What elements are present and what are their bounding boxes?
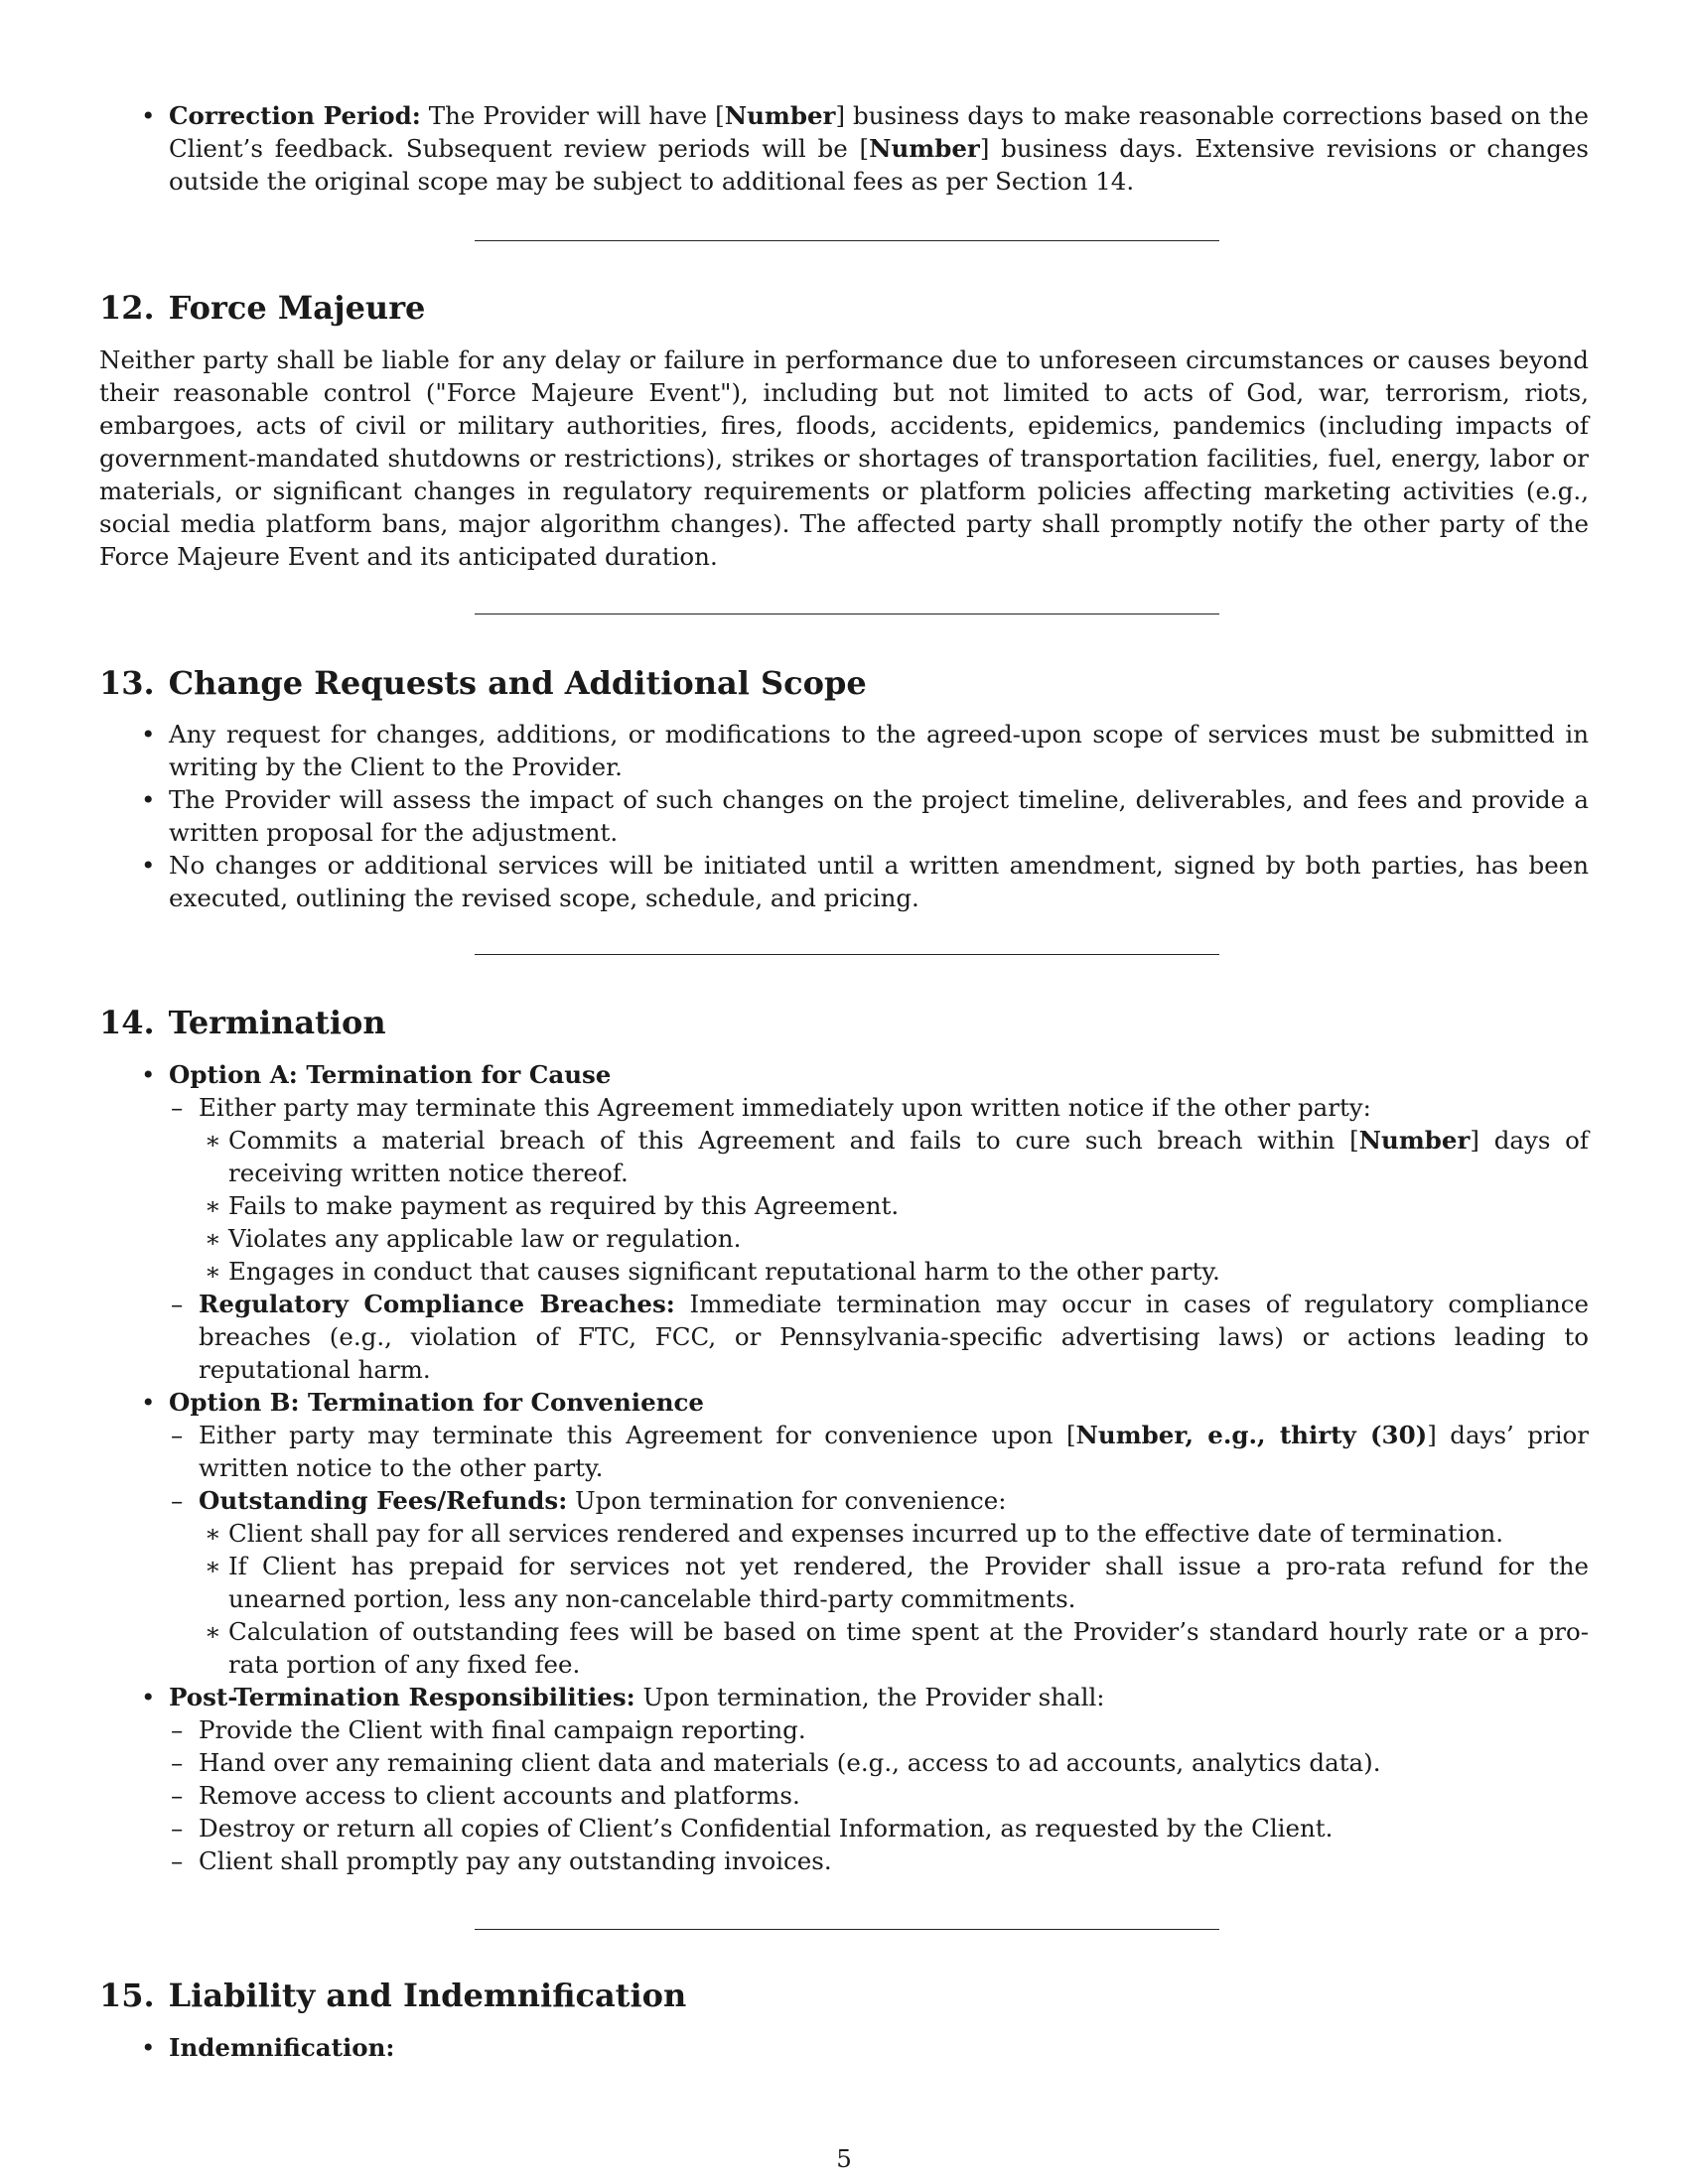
list-item: ∗ If Client has prepaid for services not yet rendered, the Provider shall issue a pro-rata refund for the unearned portion, less any non-cancelable third-party commitments. [199, 1550, 1589, 1615]
list-item: • Any request for changes, additions, or modifications to the agreed-upon scope of services must be submitted in writing by the Client to the Provider. [99, 718, 1589, 783]
section-14-list [99, 1058, 1589, 1877]
list-item: ∗ Client shall pay for all services rendered and expenses incurred up to the effective date of termination. [199, 1517, 1589, 1550]
list-item: ∗ Fails to make payment as required by this Agreement. [199, 1189, 1589, 1222]
list-item: • No changes or additional services will be initiated until a written amendment, signed by both parties, has been executed, outlining the revised scope, schedule, and pricing. [99, 849, 1589, 914]
list-item: ∗ Engages in conduct that causes significant reputational harm to the other party. [199, 1255, 1589, 1288]
list-item: • Post-Termination Responsibilities: Upon termination, the Provider shall: – Provide the Client with final campaign reporting. – Hand over any remaining client data and materials (e.g., access to ad accounts, analytics data). – Remove access to client accounts and platforms. – Destroy or return all copies of Client’s Confidential Information, as requested by the Client. – Client shall promptly pay any outstanding invoices. [99, 1681, 1589, 1877]
list-item: ∗ Calculation of outstanding fees will be based on time spent at the Provider’s standard hourly rate or a pro-rata portion of any fixed fee. [199, 1615, 1589, 1681]
list-item: – Regulatory Compliance Breaches: Immediate termination may occur in cases of regulatory compliance breaches (e.g., violation of FTC, FCC, or Pennsylvania-specific advertising laws) or actions leading to reputational harm. [169, 1288, 1589, 1386]
section-13-list [99, 718, 1589, 914]
section-13-heading: 13. Change Requests and Additional Scope [99, 664, 867, 702]
list-item: • Correction Period: The Provider will have [Number] business days to make reasonable corrections based on the Client’s feedback. Subsequent review periods will be [Number] business days. Extensive revisions or changes outside the original scope may be subject to additional fees as per Section 14. [99, 99, 1589, 198]
list-item: • Indemnification: [99, 2031, 1589, 2064]
document-page [99, 0, 1589, 2184]
list-item: – Hand over any remaining client data and materials (e.g., access to ad accounts, analytics data). [169, 1746, 1589, 1779]
list-item: – Provide the Client with final campaign reporting. [169, 1713, 1589, 1746]
section-12-body: Neither party shall be liable for any delay or failure in performance due to unforeseen circumstances or causes beyond their reasonable control ("Force Majeure Event"), including but not limited to acts of God, war, terrorism, riots, embargoes, acts of civil or military authorities, fires, floods, accidents, epidemics, pandemics (including impacts of government-mandated shutdowns or restrictions), strikes or shortages of transportation facilities, fuel, energy, labor or materials, or significant changes in regulatory requirements or platform policies affecting marketing activities (e.g., social media platform bans, major algorithm changes). The affected party shall promptly notify the other party of the Force Majeure Event and its anticipated duration. [99, 345, 1589, 571]
list-item: • The Provider will assess the impact of such changes on the project timeline, deliverables, and fees and provide a written proposal for the adjustment. [99, 783, 1589, 849]
list-item: – Client shall promptly pay any outstanding invoices. [169, 1844, 1589, 1877]
section-12-heading: 12. Force Majeure [99, 289, 426, 327]
correction-period-block [99, 99, 1589, 198]
list-item: – Outstanding Fees/Refunds: Upon termination for convenience: ∗ Client shall pay for all services rendered and expenses incurred up to the effective date of termination. ∗ If Client has prepaid for services not yet rendered, the Provider shall issue a pro-rata refund for the unearned portion, less any non-cancelable third-party commitments. ∗ Calculation of outstanding fees will be based on time spent at the Provider’s standard hourly rate or a pro-rata portion of any fixed fee. [169, 1484, 1589, 1681]
post-termination-label: Post-Termination Responsibilities: [169, 1683, 635, 1711]
list-item [99, 1058, 1589, 1386]
list-item: – Destroy or return all copies of Client’s Confidential Information, as requested by the Client. [169, 1812, 1589, 1844]
list-item: – Either party may terminate this Agreement immediately upon written notice if the other party: ∗ Commits a material breach of this Agreement and fails to cure such breach within [Number] days of receiving written notice thereof. ∗ Fails to make payment as required by this Agreement. ∗ Violates any applicable law or regulation. ∗ Engages in conduct that causes significant reputational harm to the other party. [169, 1091, 1589, 1288]
section-divider [475, 240, 1219, 241]
option-b-label: Option B: Termination for Convenience [169, 1388, 705, 1417]
section-14-heading: 14. Termination [99, 1004, 386, 1041]
page-number: 5 [836, 2144, 852, 2173]
list-item: ∗ Violates any applicable law or regulation. [199, 1222, 1589, 1255]
section-divider [475, 954, 1219, 955]
list-item [99, 1386, 1589, 1681]
section-divider [475, 1929, 1219, 1930]
section-15-heading: 15. Liability and Indemnification [99, 1977, 687, 2014]
correction-period-label: Correction Period: [169, 101, 421, 130]
list-item: – Remove access to client accounts and platforms. [169, 1779, 1589, 1812]
option-a-label: Option A: Termination for Cause [169, 1060, 612, 1089]
list-item: ∗ Commits a material breach of this Agreement and fails to cure such breach within [Number] days of receiving written notice thereof. [199, 1124, 1589, 1189]
section-15-list [99, 2031, 1589, 2064]
list-item: – Either party may terminate this Agreement for convenience upon [Number, e.g., thirty (30)] days’ prior written notice to the other party. [169, 1419, 1589, 1484]
